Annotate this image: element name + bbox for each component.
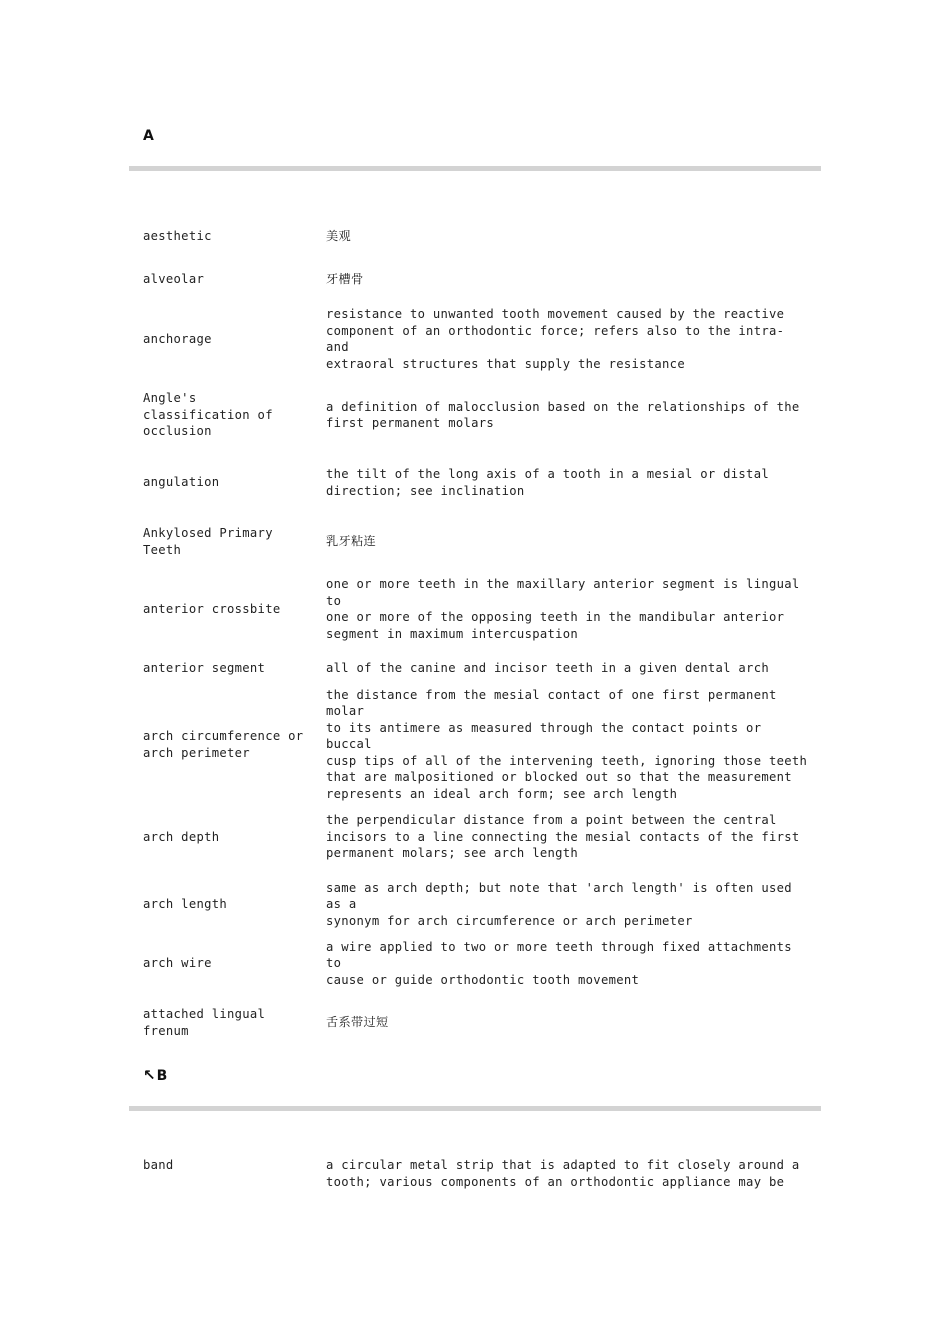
entry-definition: the perpendicular distance from a point between the central incisors to a line connecting the mesial contacts of the first permanent molars; see arch length [326, 813, 800, 861]
entry-definition: 美观 [326, 229, 351, 244]
entry-term: angulation [143, 475, 220, 490]
entry-definition: 乳牙粘连 [326, 534, 376, 549]
entry-term: arch depth [143, 829, 220, 844]
entry-definition: the distance from the mesial contact of one first permanent molar to its antimere as measured through the contact points or buccal cusp tips of all of the intervening teeth, ignoring those teeth that are malpositioned or blocked out so that the measurement represents an ideal arch form; see arch length [326, 687, 808, 801]
glossary-entry [143, 687, 808, 801]
glossary-entry [143, 939, 808, 987]
entry-term: arch length [143, 897, 228, 912]
section-divider [129, 1106, 821, 1111]
entry-definition: a wire applied to two or more teeth through fixed attachments to cause or guide orthodontic tooth movement [326, 939, 792, 987]
entry-term: aesthetic [143, 229, 212, 244]
entry-term: Ankylosed Primary Teeth [143, 526, 273, 557]
entry-term: Angle's classification of occlusion [143, 391, 273, 439]
entry-definition: 舌系带过短 [326, 1015, 389, 1030]
entry-definition: same as arch depth; but note that 'arch length' is often used as a synonym for arch circumference or arch perimeter [326, 880, 792, 928]
entry-term: anterior segment [143, 661, 266, 676]
entry-definition: resistance to unwanted tooth movement caused by the reactive component of an orthodontic force; refers also to the intra- and extraoral structures that supply the resistance [326, 307, 785, 371]
glossary-entry [143, 271, 808, 288]
glossary-entry [143, 1006, 808, 1039]
entry-term: attached lingual frenum [143, 1007, 266, 1038]
entry-term: alveolar [143, 272, 205, 287]
glossary-entry [143, 1157, 808, 1190]
entry-definition: one or more teeth in the maxillary anterior segment is lingual to one or more of the opposing teeth in the mandibular anterior segment in maximum intercuspation [326, 577, 800, 641]
glossary-entry [143, 466, 808, 499]
entry-definition: the tilt of the long axis of a tooth in a mesial or distal direction; see inclination [326, 467, 769, 498]
section-heading-b [143, 1066, 167, 1084]
entry-definition: a definition of malocclusion based on the relationships of the first permanent molars [326, 399, 800, 430]
glossary-entry [143, 812, 808, 862]
entry-definition: a circular metal strip that is adapted to fit closely around a tooth; various components of an orthodontic appliance may be [326, 1158, 800, 1189]
entry-term: anterior crossbite [143, 601, 281, 616]
entry-term: arch circumference or arch perimeter [143, 729, 304, 760]
entry-term: band [143, 1158, 174, 1172]
section-heading-a [143, 128, 154, 144]
glossary-entry [143, 880, 808, 928]
entry-definition: all of the canine and incisor teeth in a given dental arch [326, 661, 769, 676]
glossary-entry [143, 660, 808, 677]
glossary-entry [143, 525, 808, 558]
section-letter: B [156, 1068, 168, 1084]
back-to-top-arrow-icon[interactable]: ↖ [143, 1066, 156, 1084]
glossary-list-b [143, 1157, 808, 1190]
glossary-list-a [143, 228, 808, 1039]
glossary-entry [143, 307, 808, 371]
entry-term: anchorage [143, 331, 212, 346]
glossary-entry [143, 228, 808, 245]
glossary-entry [143, 390, 808, 440]
section-divider [129, 166, 821, 171]
entry-term: arch wire [143, 956, 212, 971]
entry-definition: 牙槽骨 [326, 272, 364, 287]
glossary-entry [143, 577, 808, 641]
section-letter: A [143, 128, 154, 144]
